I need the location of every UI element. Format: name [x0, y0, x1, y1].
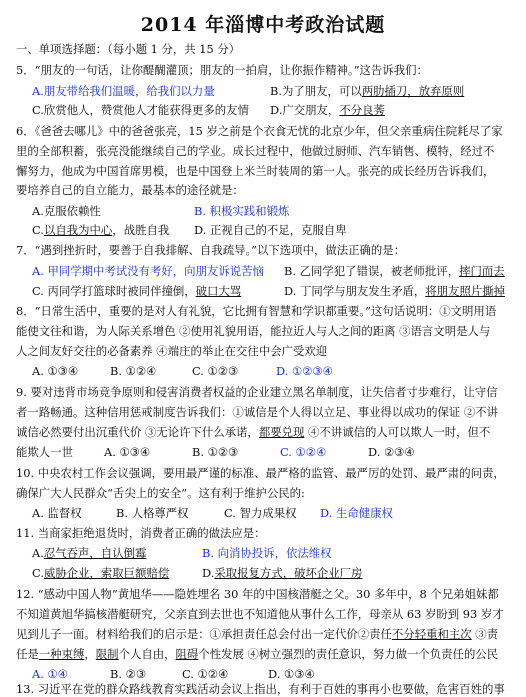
- question-13-line1: 13. 习近平在党的群众路线教育实践活动会议上指出，有利于百姓的事再小也要做，危害百姓的事: [16, 682, 505, 696]
- q10-option-c: C. 智力成果权: [224, 506, 297, 520]
- q9-option-c: C. ①②④: [280, 445, 327, 459]
- question-5-stem: 5．“朋友的一句话，让你醍醐灌顶；朋友的一拍肩，让你振作精神。”这告诉我们：: [16, 63, 428, 77]
- question-9-line2: 者一路畅通。这种信用惩戒制度告诉我们：①诚信是个人得以立足、事业得以成功的保证 ②不讲: [16, 405, 499, 419]
- section-heading: 一、单项选择题：（每小题 1 分，共 15 分）: [16, 42, 241, 56]
- q5-option-b: B.为了朋友，可以两肋插刀，放弃原则: [270, 84, 465, 98]
- question-6-line3: 懈努力，他成为中国首席男模，也是中国登上米兰时装周的第一人。张亮的成长经历告诉我们，: [16, 164, 495, 178]
- q12-option-b: B. ②③: [110, 667, 147, 681]
- question-6-line1: 6．《爸爸去哪儿》中的爸爸张亮，15 岁之前是个衣食无忧的北京少年，但父亲重病住院耗尽了家: [16, 124, 503, 138]
- question-8-line1: 8．“日常生活中，重要的是对人有礼貌，它比拥有智慧和学识都重要。”这句话说明：①文明用语: [16, 304, 497, 318]
- q11-option-a: A.忍气吞声，自认倒霉: [32, 546, 147, 560]
- q11-option-d: D.采取报复方式，破坏企业厂房: [202, 566, 363, 580]
- q9-option-a: A. ①③④: [104, 445, 151, 459]
- q10-option-d: D. 生命健康权: [320, 506, 393, 520]
- q10-option-a: A. 监督权: [32, 506, 82, 520]
- q7-option-d: D. 丁同学与朋友发生矛盾，将朋友照片撕掉: [284, 284, 506, 298]
- q12-option-a: A. ①④: [32, 667, 68, 681]
- question-9-line3: 诚信必然要付出沉重代价 ③无论许下什么承诺，都要兑现 ④不讲诚信的人可以欺人一时，但不: [16, 425, 491, 439]
- question-12-line3: 见到儿子一面。材料给我们的启示是：①承担责任总会付出一定代价②责任不分轻重和主次 ③责: [16, 627, 499, 641]
- q10-option-b: B. 人格尊严权: [116, 506, 189, 520]
- question-10-line2: 确保广大人民群众“舌尖上的安全”。这有利于维护公民的:: [16, 486, 305, 500]
- question-9-line1: 9. 要对违背市场竞争原则和侵害消费者权益的企业建立黑名单制度，让失信者寸步难行，让守信: [16, 385, 498, 399]
- q12-option-c: C. ①②④: [182, 667, 229, 681]
- q11-option-b: B. 向消协投诉，依法维权: [202, 546, 332, 560]
- question-7-stem: 7．“遇到挫折时，要善于自我排解、自我疏导。”以下选项中，做法正确的是：: [16, 243, 406, 257]
- q12-option-d: D. ①③④: [268, 667, 315, 681]
- question-6-line4: 要培养自己的自立能力，最基本的途径就是：: [16, 183, 244, 197]
- question-8-line2: 能使文往和谐，为人际关系增色 ②使用礼貌用语，能拉近人与人之间的距离 ③语言文明是人与: [16, 324, 491, 338]
- q8-option-c: C. ①②③: [192, 364, 239, 378]
- q11-option-c: C.威胁企业，索取巨额赔偿: [32, 566, 170, 580]
- q6-option-a: A.克服依赖性: [32, 204, 101, 218]
- q5-option-a: A.朋友带给我们温暖，给我们以力量: [32, 84, 215, 98]
- q7-option-c: C. 丙同学打篮球时被同伴撞倒，破口大骂: [32, 284, 242, 298]
- q6-option-b: B. 积极实践和锻炼: [194, 204, 290, 218]
- question-12-line2: 不知道黄旭华搞核潜艇研究，父亲直到去世也不知道他从事什么工作，母亲从 63 岁盼到 93 岁才: [16, 607, 504, 621]
- question-11-stem: 11. 当商家拒绝退货时，消费者正确的做法应是：: [16, 526, 266, 540]
- question-9-line4: 能欺人一世: [16, 445, 73, 459]
- question-12-line1: 12. “感动中国人物”黄旭华——隐姓埋名 30 年的中国核潜艇之父。30 多年中，8 个兄弟姐妹都: [16, 587, 499, 601]
- question-6-line2: 里的全部积蓄，张亮没能继续自己的学业。成长过程中，他做过厨师、汽车销售、模特，经过不: [16, 144, 495, 158]
- question-8-line3: 人之间友好交往的必备素养 ④端庄的举止在交往中会广受欢迎: [16, 344, 328, 358]
- question-10-line1: 10. 中央农村工作会议强调，要用最严谨的标准、最严格的监管、最严厉的处罚、最严肃的问责，: [16, 466, 505, 480]
- q5-option-d: D.广交朋友，不分良莠: [270, 103, 385, 117]
- q6-option-d: D. 正视自己的不足，克服自卑: [194, 223, 347, 237]
- q8-option-a: A. ①③④: [32, 364, 79, 378]
- q8-option-d: D. ①②③④: [276, 364, 333, 378]
- q7-option-b: B. 乙同学犯了错误，被老师批评，摔门而去: [284, 264, 505, 278]
- page-title: 2014 年淄博中考政治试题: [140, 14, 386, 36]
- question-12-line4: 任是一种束缚，限制个人自由，阻碍个性发展 ④树立强烈的责任意识，努力做一个负责任的公民: [16, 647, 499, 661]
- q6-option-c: C.以自我为中心，战胜自我: [32, 223, 170, 237]
- q7-option-a: A. 甲同学期中考试没有考好，向朋友诉说苦恼: [32, 264, 264, 278]
- q9-option-b: B. ①②③: [192, 445, 239, 459]
- q5-option-c: C.欣赏他人，赞赏他人才能获得更多的友情: [32, 103, 249, 117]
- q8-option-b: B. ①②④: [110, 364, 157, 378]
- q9-option-d: D. ②③④: [368, 445, 415, 459]
